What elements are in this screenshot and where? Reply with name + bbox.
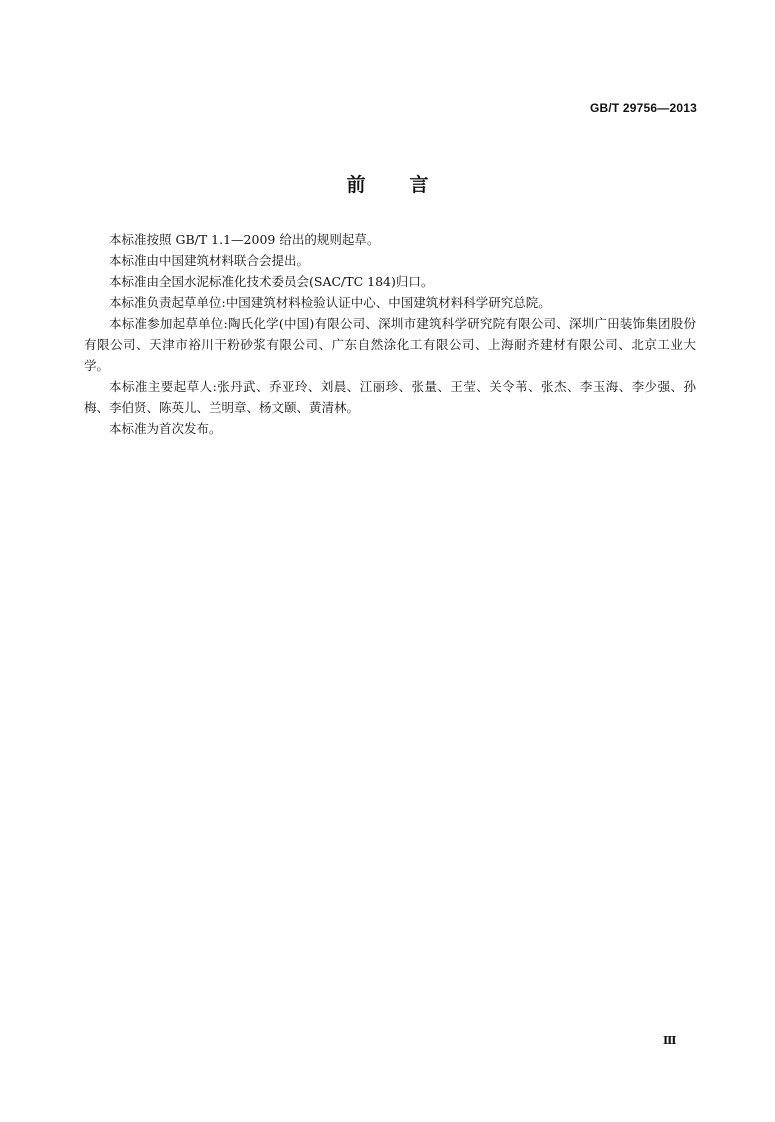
standard-code: GB/T 29756—2013 — [589, 101, 697, 115]
paragraph-participating-units: 本标准参加起草单位:陶氏化学(中国)有限公司、深圳市建筑科学研究院有限公司、深圳广田装饰集团股份有限公司、天津市裕川干粉砂浆有限公司、广东自然涂化工有限公司、上海耐齐建材有限公司、北京工业大学。 — [84, 316, 696, 373]
page-title — [0, 170, 775, 197]
paragraph-first-release: 本标准为首次发布。 — [109, 421, 222, 436]
paragraph-drafting-rules: 本标准按照 GB/T 1.1—2009 给出的规则起草。 — [109, 232, 380, 247]
paragraph-proposer: 本标准由中国建筑材料联合会提出。 — [109, 253, 310, 268]
page-number: Ⅲ — [663, 1035, 677, 1047]
paragraph-main-drafters: 本标准主要起草人:张丹武、乔亚玲、刘晨、江丽珍、张量、王莹、关令苇、张杰、李玉海、李少强、孙梅、李伯贤、陈英儿、兰明章、杨文颐、黄清林。 — [84, 379, 696, 415]
foreword-body — [84, 229, 696, 439]
paragraph-technical-committee: 本标准由全国水泥标准化技术委员会(SAC/TC 184)归口。 — [109, 274, 434, 289]
title-char-1: 前 — [346, 174, 366, 196]
title-char-2: 言 — [409, 174, 429, 196]
paragraph-responsible-units: 本标准负责起草单位:中国建筑材料检验认证中心、中国建筑材料科学研究总院。 — [109, 295, 551, 310]
